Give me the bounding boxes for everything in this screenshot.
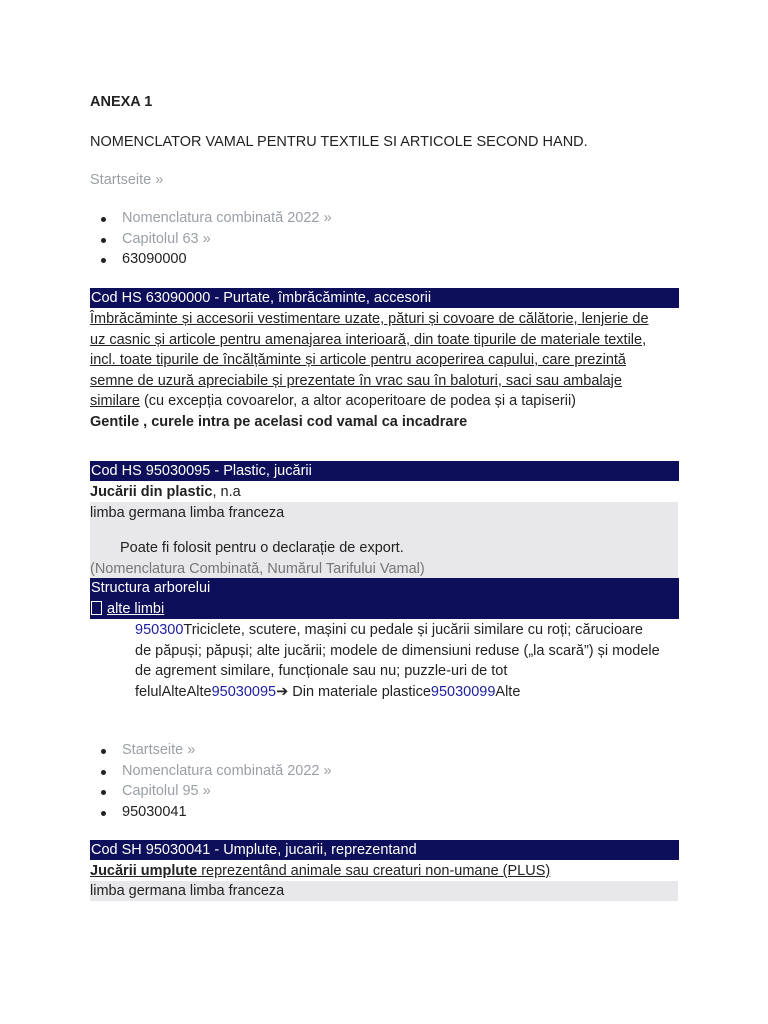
bullet-icon — [101, 238, 106, 243]
breadcrumb-item[interactable]: Nomenclatura combinată 2022 » — [98, 208, 332, 229]
breadcrumb-list — [98, 208, 332, 270]
breadcrumb-list — [98, 740, 332, 823]
language-links[interactable]: limba germana limba franceza — [90, 883, 285, 899]
description-line: Îmbrăcăminte și accesorii vestimentare uzate, pături și covoare de călătorie, lenjerie de — [90, 311, 649, 327]
tree-line: felulAlteAlte95030095➔ Din materiale plastice95030099Alte — [135, 683, 521, 700]
other-languages-row[interactable] — [91, 599, 679, 620]
code-link-95030099[interactable]: 95030099 — [430, 683, 496, 700]
description-line: similare (cu excepția covoarelor, a altor acoperitoare de podea și a tapiserii) — [90, 393, 577, 409]
description-line: incl. toate tipurile de încălțăminte și articole pentru acoperirea capului, care prezintă — [90, 352, 626, 368]
tree-line: de agrement similare, funcționale sau nu; puzzle-uri de tot — [135, 663, 508, 679]
breadcrumb-item[interactable]: Capitolul 95 » — [98, 781, 332, 802]
breadcrumb-item: 95030041 — [98, 802, 332, 823]
page-title: ANEXA 1 — [90, 94, 153, 110]
breadcrumb-item: 63090000 — [98, 249, 332, 270]
globe-icon — [91, 601, 102, 615]
description-line: semne de uzură apreciabile și prezentate în vrac sau în baloturi, saci sau ambalaje — [90, 372, 622, 389]
note-text: Gentile , curele intra pe acelasi cod vamal ca incadrare — [90, 413, 468, 430]
section-header-95030041: Cod SH 95030041 - Umplute, jucarii, reprezentand — [90, 840, 679, 860]
section-header-95030095: Cod HS 95030095 - Plastic, jucării — [90, 461, 679, 481]
bullet-icon — [101, 790, 106, 795]
tree-line: 950300Triciclete, scutere, mașini cu pedale și jucării similare cu roți; cărucioare — [135, 622, 643, 638]
document-subtitle: NOMENCLATOR VAMAL PENTRU TEXTILE SI ARTICOLE SECOND HAND. — [90, 134, 588, 150]
breadcrumb-item[interactable]: Startseite » — [98, 740, 332, 761]
breadcrumb-item[interactable]: Capitolul 63 » — [98, 229, 332, 250]
bullet-icon — [101, 258, 106, 263]
tree-title: Structura arborelui — [91, 580, 211, 596]
product-title: Jucării din plastic, n.a — [90, 484, 241, 500]
breadcrumb-startseite[interactable]: Startseite » — [90, 172, 164, 188]
export-note: Poate fi folosit pentru o declarație de export. — [120, 540, 404, 556]
other-languages-link[interactable]: alte limbi — [107, 600, 165, 617]
breadcrumb-item[interactable]: Nomenclatura combinată 2022 » — [98, 761, 332, 782]
description-line: uz casnic și articole pentru amenajarea interioară, din toate tipurile de materiale textile, — [90, 331, 647, 348]
code-link-950300[interactable]: 950300 — [135, 622, 184, 638]
tree-structure-panel — [90, 578, 679, 619]
code-link-95030095[interactable]: 95030095 — [211, 683, 277, 700]
section-header-63090000: Cod HS 63090000 - Purtate, îmbrăcăminte, accesorii — [90, 288, 679, 308]
bullet-icon — [101, 770, 106, 775]
product-title: Jucării umplute reprezentând animale sau creaturi non-umane (PLUS) — [90, 863, 551, 879]
bullet-icon — [101, 749, 106, 754]
tree-line: de păpuși; păpuși; alte jucării; modele de dimensiuni reduse („la scară”) și modele — [135, 642, 660, 659]
nomenclature-note: (Nomenclatura Combinată, Numărul Tarifului Vamal) — [90, 560, 425, 577]
language-links[interactable]: limba germana limba franceza — [90, 504, 285, 521]
bullet-icon — [101, 217, 106, 222]
bullet-icon — [101, 811, 106, 816]
